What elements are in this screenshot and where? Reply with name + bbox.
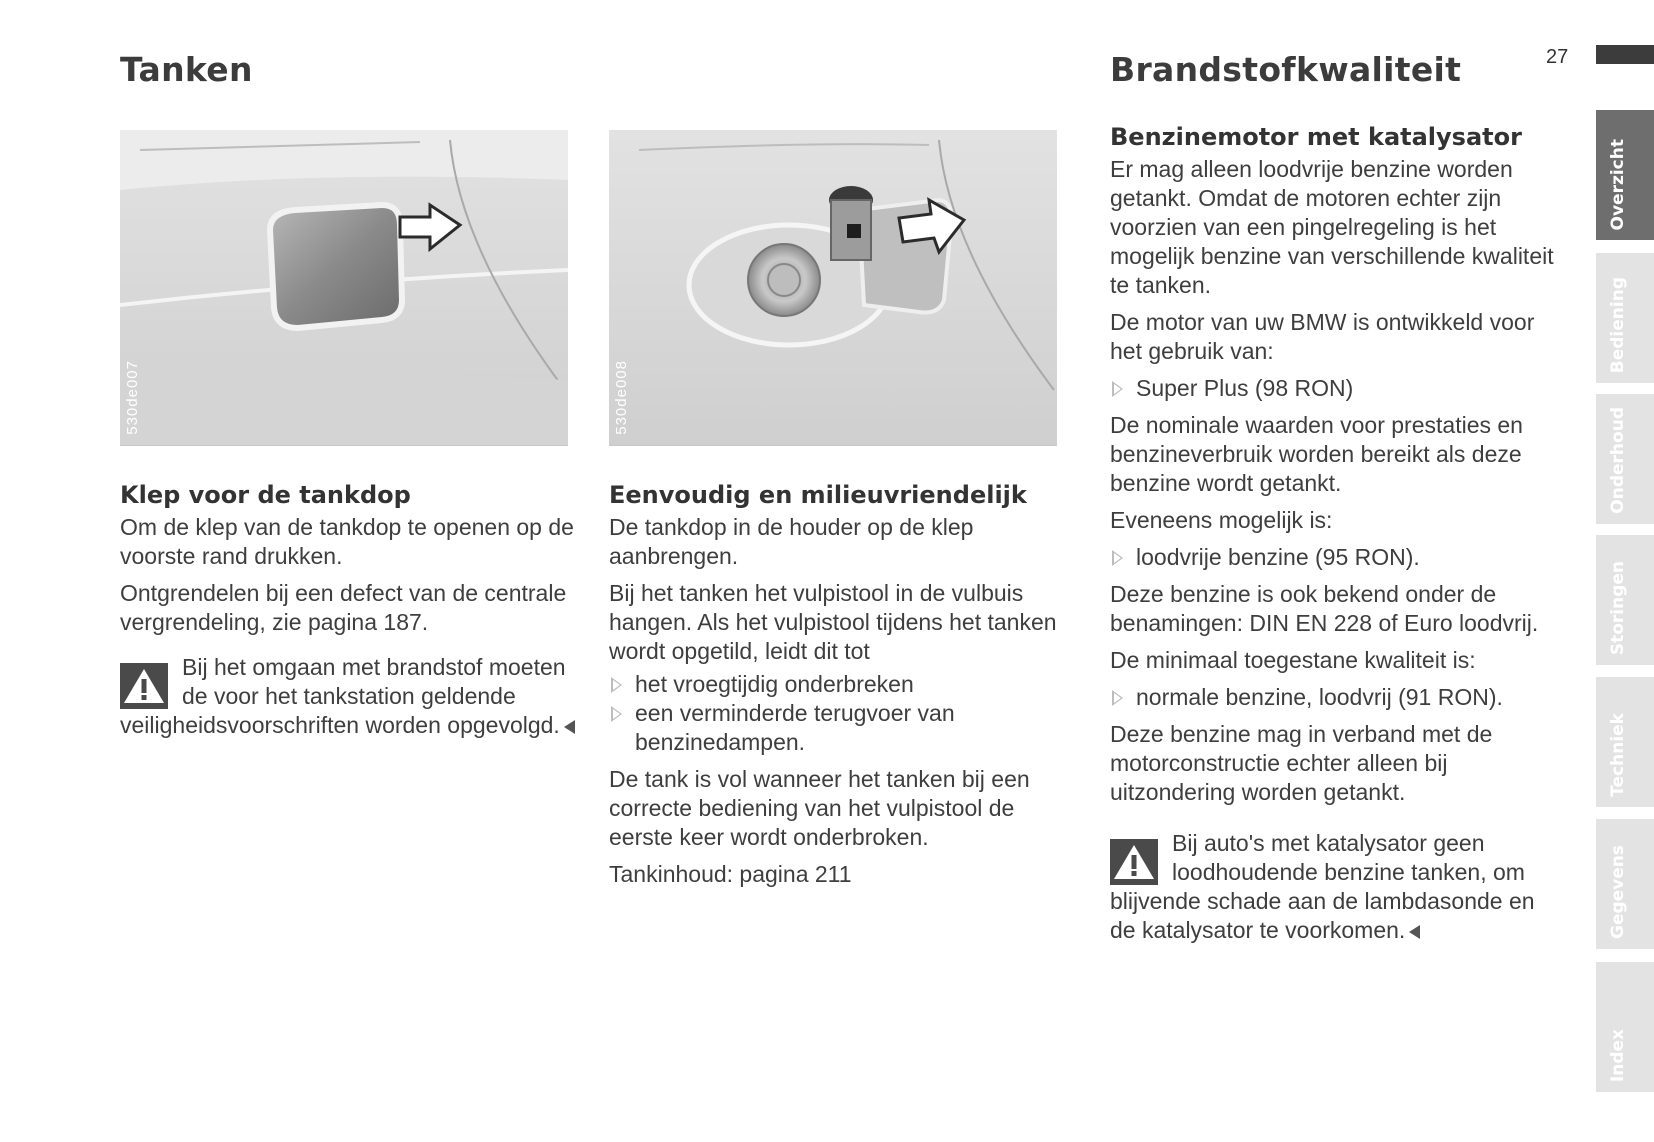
paragraph: Deze benzine mag in verband met de motorconstructie echter alleen bij uitzondering worden getankt. xyxy=(1110,721,1493,805)
tab-overzicht[interactable]: Overzicht xyxy=(1596,110,1654,240)
paragraph: De nominale waarden voor prestaties en benzineverbruik worden bereikt als deze benzine wordt getankt. xyxy=(1110,412,1523,496)
page-title-left: Tanken xyxy=(120,50,253,89)
bullet-triangle-icon xyxy=(611,677,622,693)
page-marker-bar xyxy=(1596,45,1654,64)
fuel-cap-holder-arrow-illustration xyxy=(609,130,1057,446)
column-fuel-quality xyxy=(1110,122,1558,945)
photo-fuel-flap xyxy=(120,130,568,446)
warning-text: Bij het omgaan met brandstof moeten de voor het tankstation geldende veiligheidsvoorschriften worden opgevolgd. xyxy=(120,654,566,738)
paragraph: De tank is vol wanneer het tanken bij een correcte bediening van het vulpistool de eerste keer wordt onderbroken. xyxy=(609,766,1030,850)
bullet-triangle-icon xyxy=(1112,381,1123,397)
list-item: loodvrije benzine (95 RON). xyxy=(1110,543,1558,572)
tab-onderhoud[interactable]: Onderhoud xyxy=(1596,394,1654,524)
page-number: 27 xyxy=(1546,46,1569,68)
paragraph: Tankinhoud: pagina 211 xyxy=(609,861,852,887)
section-heading: Eenvoudig en milieuvriendelijk xyxy=(609,481,1027,509)
warning-note xyxy=(1110,829,1558,945)
warning-triangle-icon xyxy=(1110,839,1158,885)
end-mark-icon xyxy=(1409,925,1420,939)
photo-fuel-cap xyxy=(609,130,1057,446)
bullet-triangle-icon xyxy=(611,706,622,722)
end-mark-icon xyxy=(564,720,575,734)
paragraph: De motor van uw BMW is ontwikkeld voor het gebruik van: xyxy=(1110,309,1535,364)
bullet-triangle-icon xyxy=(1112,690,1123,706)
photo-code: 530de007 xyxy=(124,360,141,435)
paragraph: Ontgrendelen bij een defect van de centrale vergrendeling, zie pagina 187. xyxy=(120,580,567,635)
tab-bediening[interactable]: Bediening xyxy=(1596,253,1654,383)
paragraph: Eveneens mogelijk is: xyxy=(1110,507,1333,533)
paragraph: De tankdop in de houder op de klep aanbrengen. xyxy=(609,514,974,569)
list-item: het vroegtijdig onderbreken xyxy=(609,670,1069,699)
tab-index[interactable]: Index xyxy=(1596,962,1654,1092)
list-item: een verminderde terugvoer van benzinedampen. xyxy=(609,699,1069,757)
section-heading: Klep voor de tankdop xyxy=(120,481,411,509)
paragraph: Bij het tanken het vulpistool in de vulbuis hangen. Als het vulpistool tijdens het tanken wordt opgetild, leidt dit tot xyxy=(609,580,1057,664)
fuel-flap-arrow-illustration xyxy=(120,130,568,446)
warning-triangle-icon xyxy=(120,663,168,709)
paragraph: Deze benzine is ook bekend onder de benamingen: DIN EN 228 of Euro loodvrij. xyxy=(1110,581,1539,636)
photo-code: 530de008 xyxy=(613,360,630,435)
paragraph: De minimaal toegestane kwaliteit is: xyxy=(1110,647,1476,673)
list-item: normale benzine, loodvrij (91 RON). xyxy=(1110,683,1558,712)
column-fuel-flap xyxy=(120,480,590,740)
warning-note xyxy=(120,653,590,740)
list-item: Super Plus (98 RON) xyxy=(1110,374,1558,403)
column-refuelling xyxy=(609,480,1069,897)
tab-storingen[interactable]: Storingen xyxy=(1596,535,1654,665)
bullet-triangle-icon xyxy=(1112,550,1123,566)
warning-text: Bij auto's met katalysator geen loodhoudende benzine tanken, om blijvende schade aan de lambdasonde en de katalysator te voorkomen. xyxy=(1110,830,1535,943)
paragraph: Om de klep van de tankdop te openen op de voorste rand drukken. xyxy=(120,514,574,569)
tab-techniek[interactable]: Techniek xyxy=(1596,677,1654,807)
section-heading: Benzinemotor met katalysator xyxy=(1110,123,1522,151)
tab-gegevens[interactable]: Gegevens xyxy=(1596,819,1654,949)
page-title-right: Brandstofkwaliteit xyxy=(1110,50,1462,89)
paragraph: Er mag alleen loodvrije benzine worden getankt. Omdat de motoren echter zijn voorzien van een pingelregeling is het mogelijk benzine van verschillende kwaliteit te tanken. xyxy=(1110,156,1554,298)
